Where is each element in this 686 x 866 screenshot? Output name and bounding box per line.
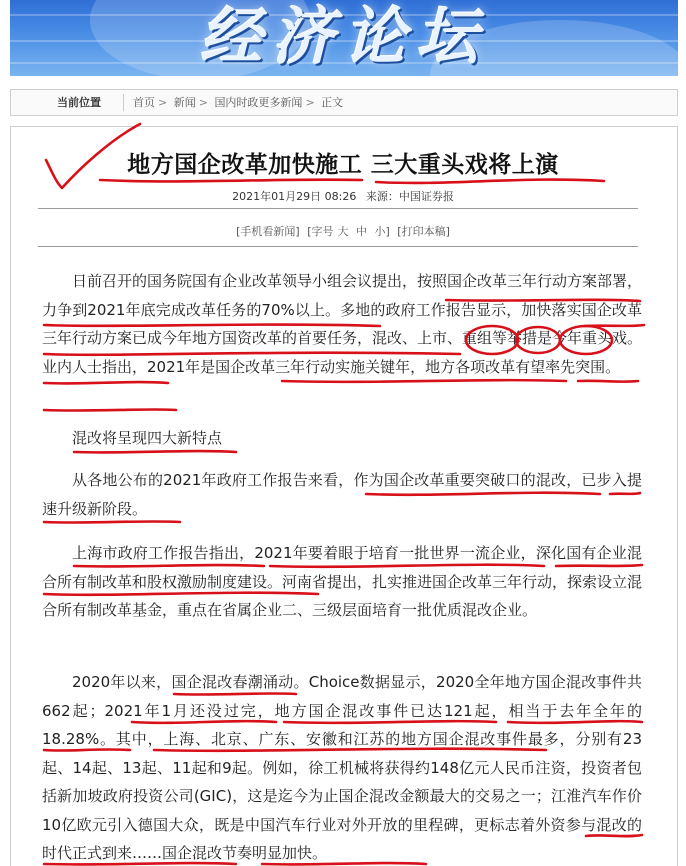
article-date: 2021年01月29日 08:26 (232, 190, 357, 203)
banner-title: 经济论坛 (199, 0, 488, 73)
font-size-label: [字号 (307, 225, 334, 238)
breadcrumb-separator: > (305, 96, 315, 109)
font-large-link[interactable]: 大 (337, 225, 349, 238)
paragraph-intro: 日前召开的国务院国有企业改革领导小组会议提出，按照国企改革三年行动方案部署，力争到2021年底完成改革任务的70%以上。多地的政府工作报告显示，加快落实国企改革三年行动方案已成今年地方国资改革的首要任务，混改、上市、重组等举措是今年重头戏。业内人士指出，2021年是国企改革三年行动实施关键年，地方各项改革有望率先突围。 (42, 272, 643, 376)
site-banner (10, 0, 678, 76)
mobile-view-link[interactable]: [手机看新闻] (236, 225, 300, 238)
article-title: 地方国企改革加快施工 三大重头戏将上演 (127, 152, 559, 178)
article-tools (0, 223, 686, 239)
article-meta (0, 188, 686, 204)
breadcrumb (10, 89, 678, 116)
breadcrumb-domestic-link[interactable]: 国内时政更多新闻 (214, 96, 303, 109)
font-medium-link[interactable]: 中 (356, 225, 367, 238)
divider (38, 246, 638, 247)
breadcrumb-path (133, 90, 346, 115)
article-source: 来源：中国证券报 (365, 190, 454, 203)
paragraph-shanghai: 上海市政府工作报告指出，2021年要着眼于培育一批世界一流企业，深化国有企业混合所有制改革和股权激励制度建设。河南省提出，扎实推进国企改革三年行动，探索设立混合所有制改革基金，重点在省属企业二、三级层面培育一批优质混改企业。 (42, 544, 643, 619)
section-heading: 混改将呈现四大新特点 (72, 429, 223, 447)
breadcrumb-home-link[interactable]: 首页 (133, 96, 155, 109)
breadcrumb-news-link[interactable]: 新闻 (173, 96, 196, 109)
breadcrumb-separator: > (198, 96, 208, 109)
print-link[interactable]: [打印本稿] (397, 225, 450, 238)
breadcrumb-divider (123, 94, 124, 111)
paragraph-stats: 2020年以来，国企混改春潮涌动。Choice数据显示，2020全年地方国企混改事件共662起；2021年1月还没过完，地方国企混改事件已达121起，相当于去年全年的18.28%。其中，上海、北京、广东、安徽和江苏的地方国企混改事件最多，分别有23起、14起、13起、11起和9起。例如，徐工机械将获得约148亿元人民币注资，投资者包括新加坡政府投资公司(GIC)，这是迄今为止国企混改金额最大的交易之一；江淮汽车作价10亿欧元引入德国大众，既是中国汽车行业对外开放的里程碑，更标志着外资参与混改的时代正式到来……国企混改节奏明显加快。 (42, 673, 642, 862)
paragraph-provinces: 从各地公布的2021年政府工作报告来看，作为国企改革重要突破口的混改，已步入提速升级新阶段。 (42, 471, 642, 518)
divider (38, 208, 638, 209)
font-small-link[interactable]: 小] (374, 225, 390, 238)
breadcrumb-separator: > (158, 96, 168, 109)
breadcrumb-current-label: 当前位置 (57, 96, 101, 109)
breadcrumb-article: 正文 (321, 96, 344, 109)
